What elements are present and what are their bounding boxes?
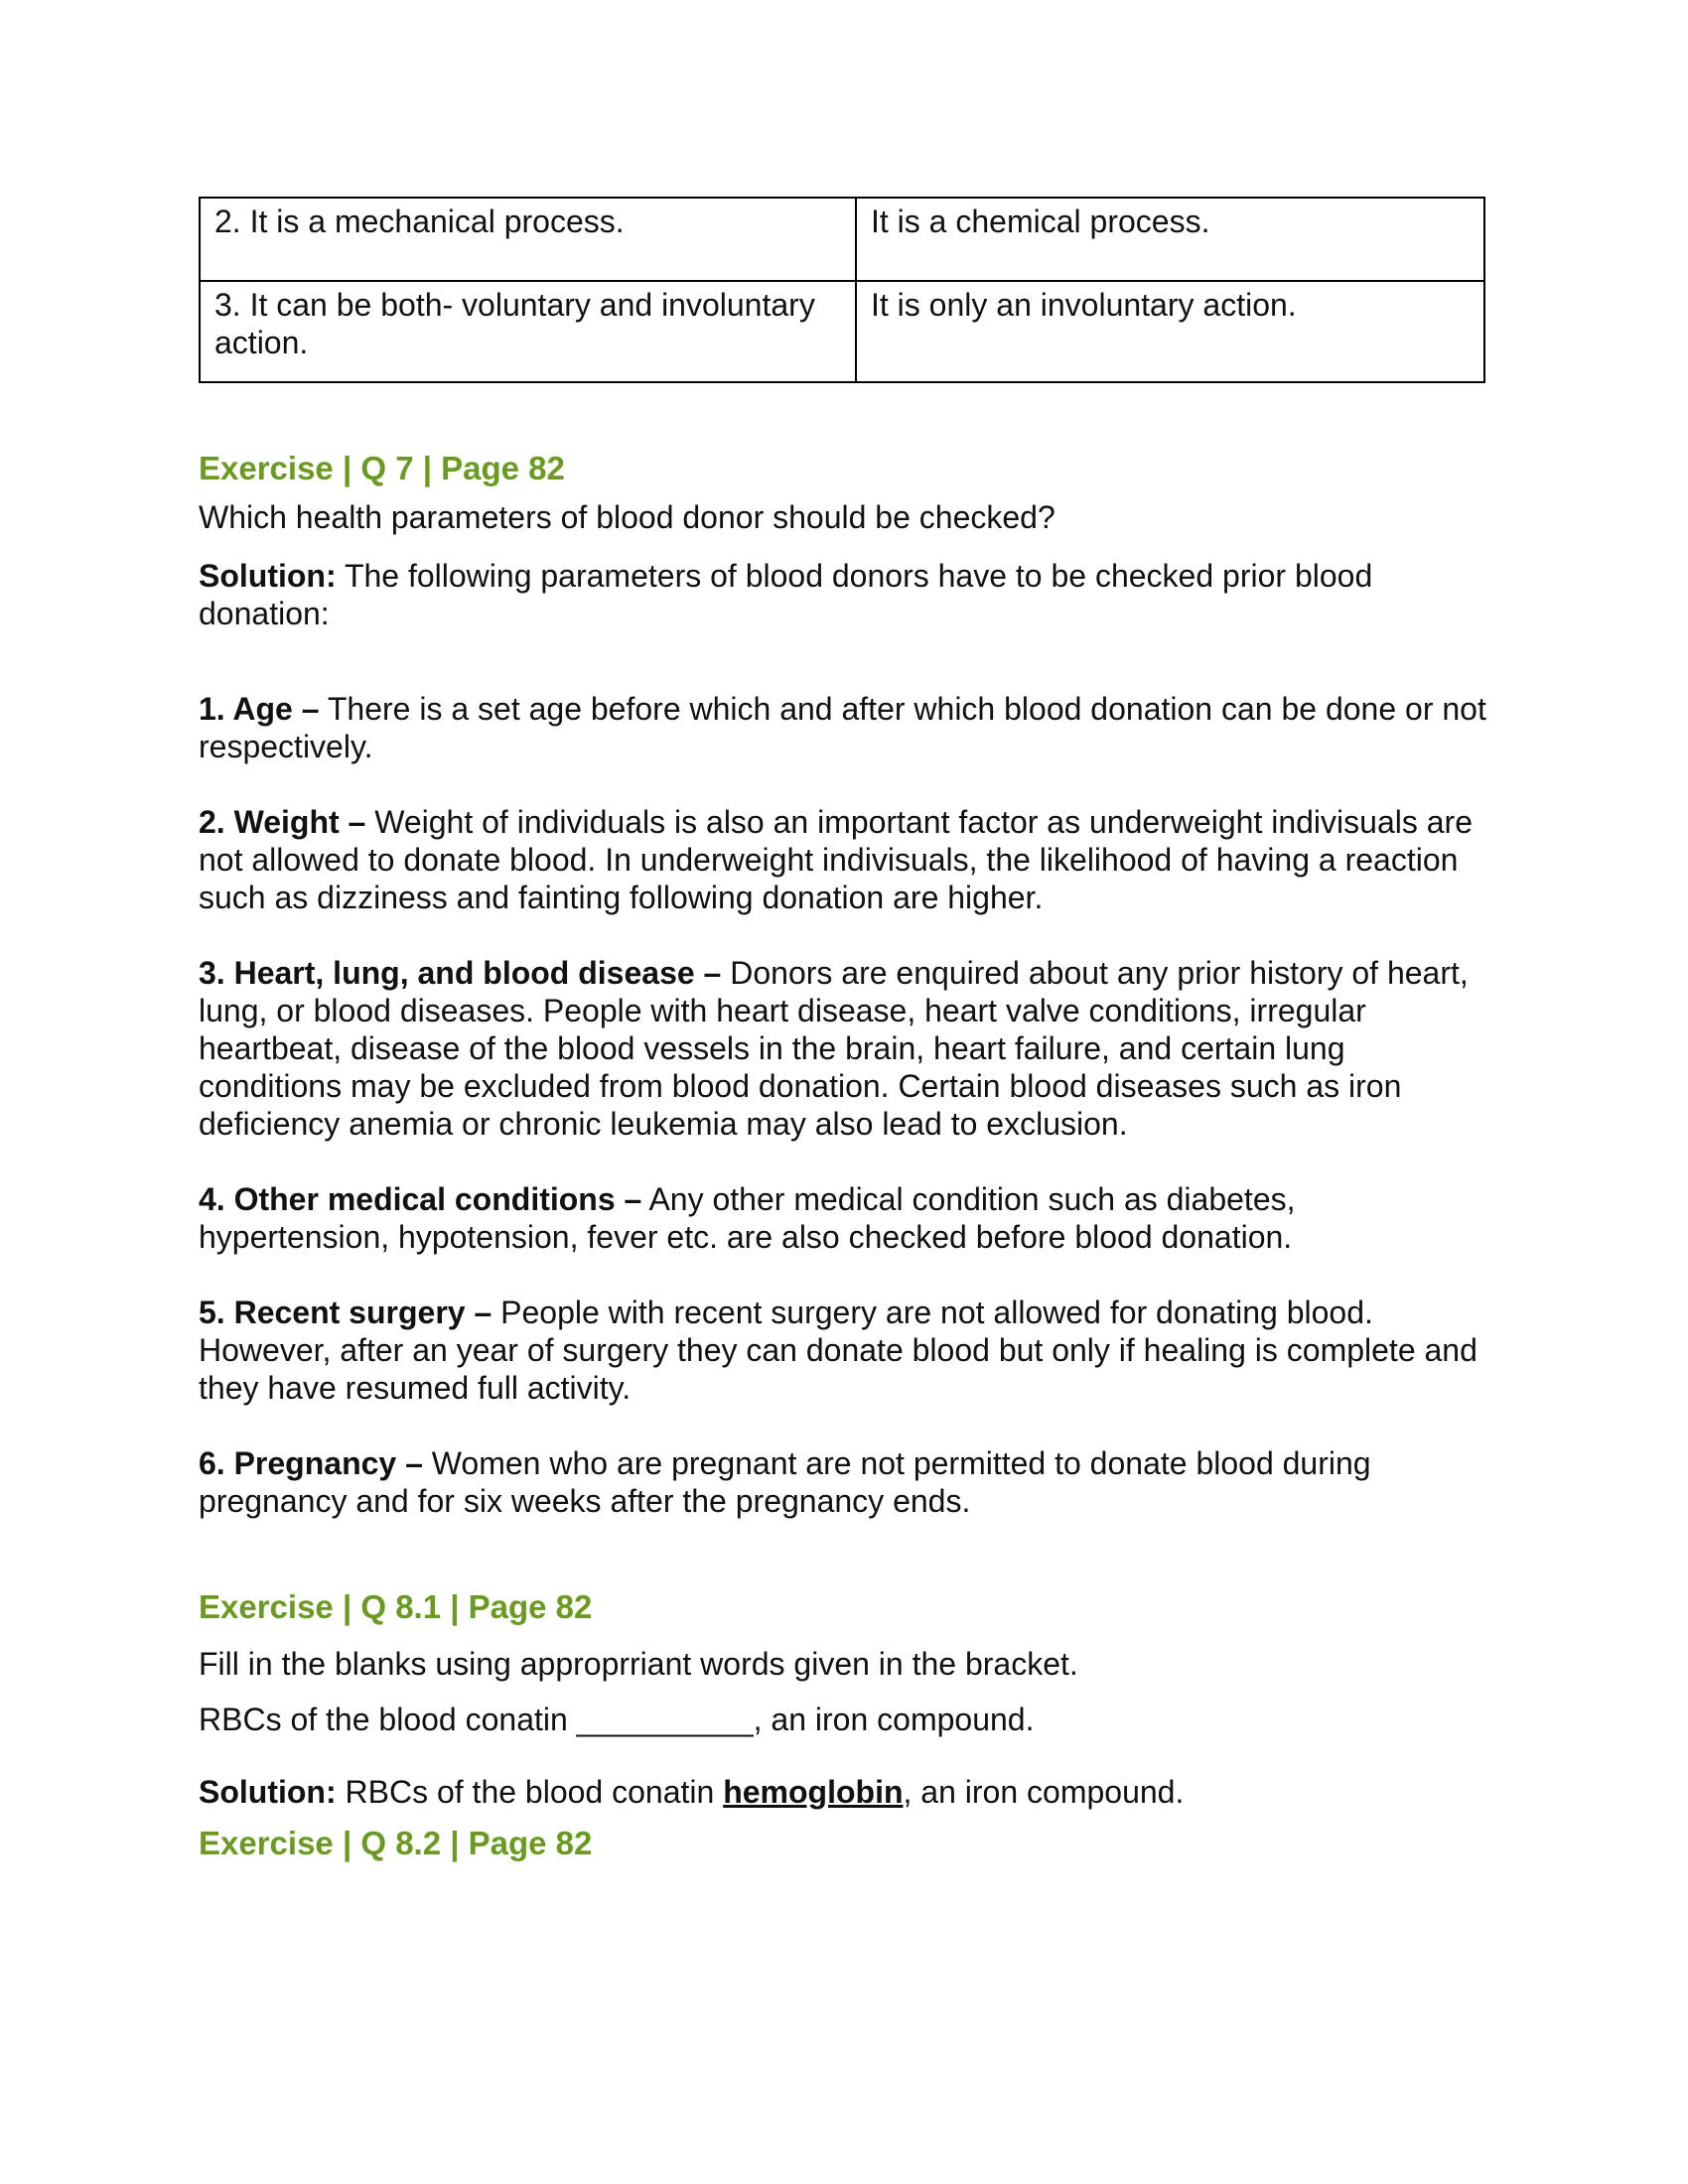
table-cell-right: It is a chemical process.	[856, 198, 1484, 281]
exercise-heading-q8-2: Exercise | Q 8.2 | Page 82	[199, 1825, 593, 1861]
solution-label: Solution:	[199, 1774, 337, 1810]
document-page	[199, 197, 1489, 1863]
parameter-term: 6. Pregnancy –	[199, 1445, 423, 1481]
parameter-term: 5. Recent surgery –	[199, 1295, 492, 1330]
comparison-table	[199, 197, 1485, 383]
solution-text: The following parameters of blood donors have to be checked prior blood donation:	[199, 558, 1373, 631]
parameter-text: Donors are enquired about any prior history of heart, lung, or blood diseases. People with heart disease, heart valve conditions, irregular heartbeat, disease of the blood vessels in the brain, heart failure, and certain lung conditions may be excluded from blood donation. Certain blood diseases such as iron deficiency anemia or chronic leukemia may also lead to exclusion.	[199, 955, 1469, 1142]
question-text: Fill in the blanks using approprriant words given in the bracket.	[199, 1646, 1078, 1682]
parameter-item	[199, 803, 1489, 916]
exercise-heading-q8-1: Exercise | Q 8.1 | Page 82	[199, 1588, 593, 1625]
fill-in-blank-sentence: RBCs of the blood conatin __________, an iron compound.	[199, 1702, 1035, 1737]
parameter-item	[199, 954, 1489, 1143]
parameter-item	[199, 1180, 1489, 1256]
question-text: Which health parameters of blood donor should be checked?	[199, 499, 1055, 535]
table-row	[200, 281, 1484, 382]
parameter-text: People with recent surgery are not allowed for donating blood. However, after an year of surgery they can donate blood but only if healing is complete and they have resumed full activity.	[199, 1295, 1477, 1406]
solution-label: Solution:	[199, 558, 337, 594]
table-cell-left: 3. It can be both- voluntary and involuntary action.	[200, 281, 856, 382]
table-row	[200, 198, 1484, 281]
answer-word: hemoglobin	[723, 1774, 904, 1810]
table-cell-left: 2. It is a mechanical process.	[200, 198, 856, 281]
solution-paragraph	[199, 557, 1489, 632]
solution-text: RBCs of the blood conatin	[336, 1774, 724, 1810]
parameter-term: 1. Age –	[199, 691, 320, 727]
parameter-item	[199, 1294, 1489, 1407]
parameter-text: Women who are pregnant are not permitted to donate blood during pregnancy and for six weeks after the pregnancy ends.	[199, 1445, 1371, 1519]
parameter-item	[199, 690, 1489, 765]
parameter-text: Weight of individuals is also an important factor as underweight indivisuals are not allowed to donate blood. In underweight indivisuals, the likelihood of having a reaction such as dizziness and fainting following donation are higher.	[199, 804, 1473, 915]
parameter-text: There is a set age before which and after which blood donation can be done or not respectively.	[199, 691, 1486, 764]
table-cell-right: It is only an involuntary action.	[856, 281, 1484, 382]
parameter-text: Any other medical condition such as diabetes, hypertension, hypotension, fever etc. are also checked before blood donation.	[199, 1181, 1296, 1255]
parameter-term: 2. Weight –	[199, 804, 366, 840]
parameter-item	[199, 1444, 1489, 1520]
parameter-term: 3. Heart, lung, and blood disease –	[199, 955, 722, 991]
parameter-term: 4. Other medical conditions –	[199, 1181, 642, 1217]
exercise-heading-q7: Exercise | Q 7 | Page 82	[199, 450, 565, 486]
solution-text: , an iron compound.	[903, 1774, 1185, 1810]
solution-paragraph	[199, 1773, 1489, 1811]
